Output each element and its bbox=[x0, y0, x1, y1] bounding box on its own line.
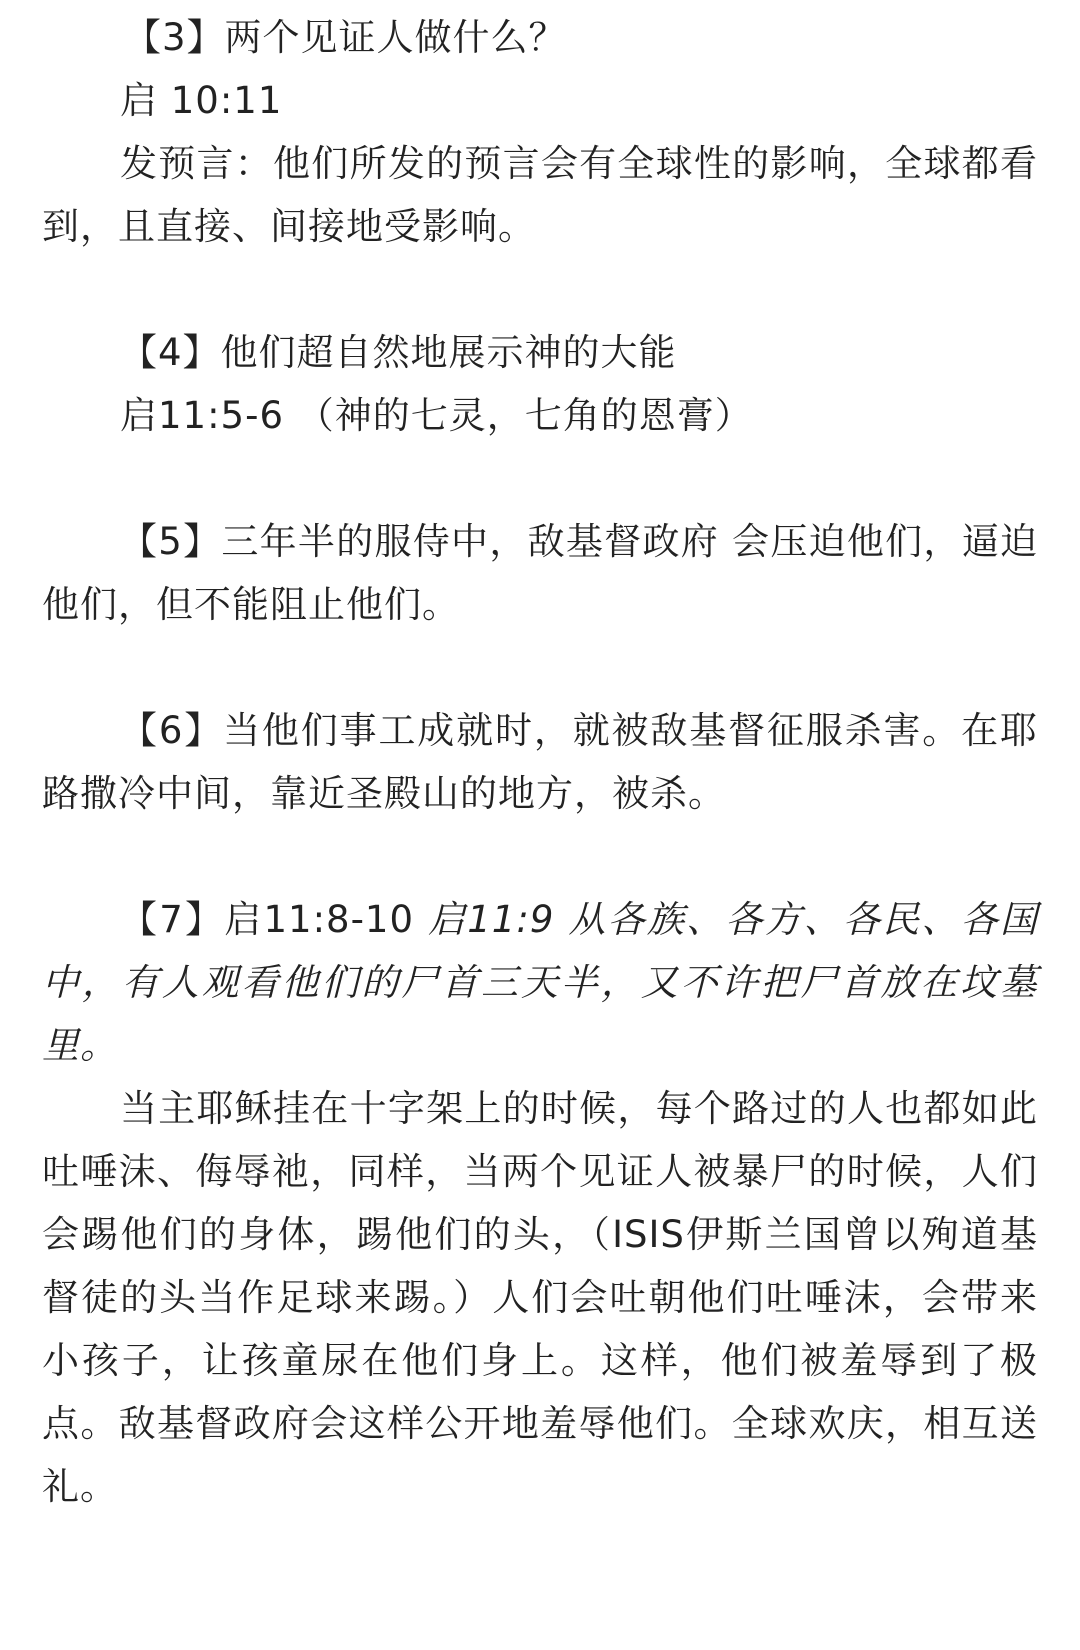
section-6-text: 【6】当他们事工成就时，就被敌基督征服杀害。在耶路撒冷中间，靠近圣殿山的地方，被杀。 bbox=[42, 709, 1038, 815]
section-3-heading: 【3】两个见证人做什么？ bbox=[124, 16, 567, 59]
spacer bbox=[42, 636, 1038, 699]
section-7-scripture-quote: 启11:9 从各族、各方、各民、各国中，有人观看他们的尸首三天半，又不许把尸首放在坟墓里。 bbox=[42, 898, 1038, 1067]
spacer bbox=[42, 825, 1038, 888]
section-7-intro bbox=[42, 888, 1038, 1077]
section-7-text: 当主耶稣挂在十字架上的时候，每个路过的人也都如此吐唾沫、侮辱祂，同样，当两个见证人被暴尸的时候，人们会踢他们的身体，踢他们的头，（ISIS伊斯兰国曾以殉道基督徒的头当作足球来踢。）人们会吐朝他们吐唾沫，会带来小孩子，让孩童尿在他们身上。这样，他们被羞辱到了极点。敌基督政府会这样公开地羞辱他们。全球欢庆，相互送礼。 bbox=[42, 1087, 1038, 1508]
section-4-heading: 【4】他们超自然地展示神的大能 bbox=[120, 331, 677, 374]
spacer bbox=[42, 258, 1038, 321]
section-7-lead: 【7】启11:8-10 bbox=[120, 898, 429, 941]
spacer bbox=[42, 447, 1038, 510]
section-5-text: 【5】三年半的服侍中，敌基督政府 会压迫他们，逼迫他们，但不能阻止他们。 bbox=[42, 520, 1038, 626]
section-4-reference: 启11:5-6 （神的七灵，七角的恩膏） bbox=[120, 394, 753, 437]
section-3-text: 发预言：他们所发的预言会有全球性的影响，全球都看到，且直接、间接地受影响。 bbox=[42, 142, 1038, 248]
section-3-reference: 启 10:11 bbox=[120, 79, 283, 122]
